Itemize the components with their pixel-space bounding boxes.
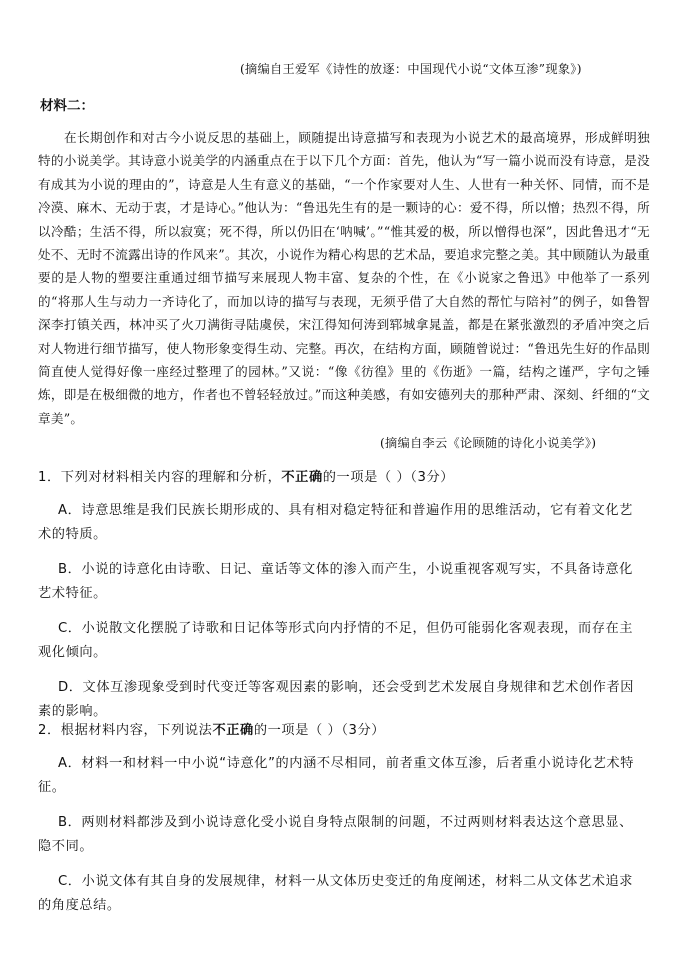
- question-1-option-c: C．小说散文化摆脱了诗歌和日记体等形式向内抒情的不足，但仍可能弱化客观表现，而存在主观化倾向。: [38, 620, 634, 660]
- question-2-option-b: B．两则材料都涉及到小说诗意化受小说自身特点限制的问题，不过两则材料表达这个意思显、隐不同。: [38, 814, 633, 854]
- question-1-option-b: B．小说的诗意化由诗歌、日记、童话等文体的渗入而产生，小说重视客观写实，不具备诗意化艺术特征。: [38, 561, 633, 601]
- material2-heading: 材料二：: [40, 98, 94, 114]
- question-1: [38, 466, 650, 735]
- question-1-stem: [38, 466, 650, 491]
- question-stem-emphasis: 不正确: [281, 470, 323, 485]
- material1-source: (摘编自王爱军《诗性的放逐：中国现代小说“文体互渗”现象》): [240, 62, 582, 76]
- question-2: [38, 719, 650, 929]
- question-1-option-d: D．文体互渗现象受到时代变迁等客观因素的影响，还会受到艺术发展自身规律和艺术创作者因素的影响。: [38, 679, 635, 719]
- material2-body: 在长期创作和对古今小说反思的基础上，顾随提出诗意描写和表现为小说艺术的最高境界，形成鲜明独特的小说美学。其诗意小说美学的内涵重点在于以下几个方面：首先，他认为“写一篇小说而没有诗意，是没有成其为小说的理由的”，诗意是人生有意义的基础，“一个作家要对人生、人世有一种关怀、同情，而不是冷漠、麻木、无动于衷，才是诗心。”他认为：“鲁迅先生有的是一颗诗的心：爱不得，所以憎；热烈不得，所以冷酷；生活不得，所以寂寞；死不得，所以仍旧在‘呐喊’。”“惟其爱的极，所以憎得也深”，因此鲁迅才“无处不、无时不流露出诗的作风来”。其次，小说作为精心构思的艺术品，要追求完整之美。其中顾随认为最重要的是人物的塑要注重通过细节描写来展现人物丰富、复杂的个性，在《小说家之鲁迅》中他举了一系列的“将那人生与动力一齐诗化了，而加以诗的描写与表现，无须乎借了大自然的帮忙与陪衬”的例子，如鲁智深李打镇关西，林冲买了火刀满街寻陆虞侯，宋江得知何涛到郓城拿晁盖，都是在紧张激烈的矛盾冲突之后对人物进行细节描写，使人物形象变得生动、完整。再次，在结构方面，顾随曾说过：“鲁迅先生好的作品則简直使人觉得好像一座经过整理了的园林。”又说：“像《彷徨》里的《伤逝》一篇，结构之谨严，字句之锤炼，即是在极细微的地方，作者也不曾轻轻放过。”而这种美感，有如安德列夫的那种严肃、深刻、纤细的“文章美”。: [38, 130, 650, 426]
- question-1-option-a: A．诗意思维是我们民族长期形成的、具有相对稳定特征和普遍作用的思维活动，它有着文化艺术的特质。: [38, 502, 633, 542]
- question-stem-prefix: 2．根据材料内容，下列说法: [38, 723, 213, 738]
- question-stem-suffix: 的一项是（ ）（3分）: [322, 470, 455, 485]
- question-2-option-c: C．小说文体有其自身的发展规律，材料一从文体历史变迁的角度阐述，材料二从文体艺术追求的角度总结。: [38, 873, 634, 913]
- question-stem-emphasis: 不正确: [212, 723, 254, 738]
- material2-source: (摘编自李云《论顾随的诗化小说美学》): [380, 436, 597, 450]
- question-stem-suffix: 的一项是（ ）（3分）: [253, 723, 386, 738]
- question-2-stem: [38, 719, 650, 744]
- question-2-option-a: A．材料一和材料一中小说“诗意化”的内涵不尽相同，前者重文体互渗，后者重小说诗化艺术特征。: [38, 755, 634, 795]
- question-stem-prefix: 1．下列对材料相关内容的理解和分析，: [38, 470, 282, 485]
